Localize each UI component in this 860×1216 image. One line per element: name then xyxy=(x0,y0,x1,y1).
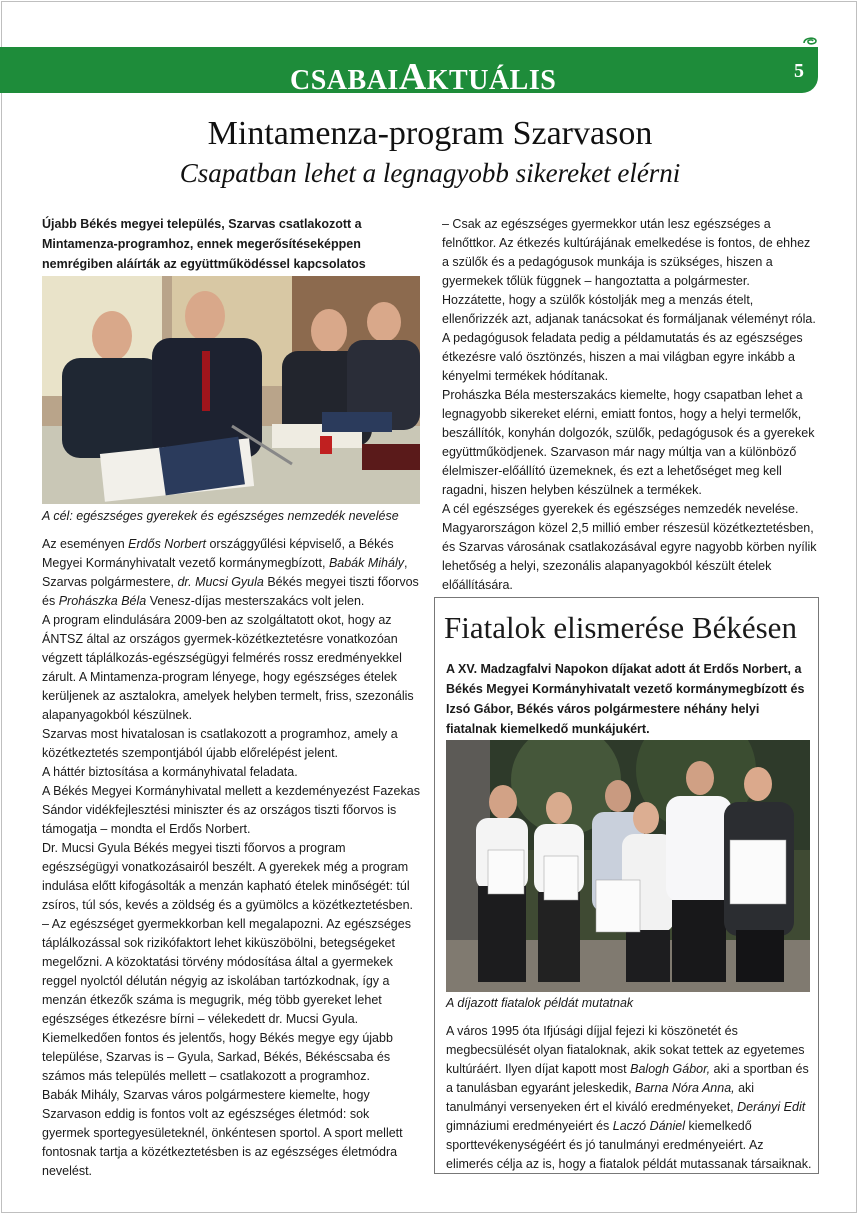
masthead-word2: KTUÁLIS xyxy=(426,65,557,96)
italic-name: Erdős Norbert xyxy=(128,537,206,551)
italic-name: dr. Mucsi Gyula xyxy=(177,575,264,589)
paragraph: – Csak az egészséges gyermekkor után lesz egészséges a felnőttkor. Az étkezés kultúrájának emelkedése is fontos, de ehhez a szülők és a pedagógusok munkája is szükséges, hiszen a gyermekek tőlük függnek – hangoztatta a polgármester. xyxy=(442,217,811,288)
paragraph: Szarvas most hivatalosan is csatlakozott a programhoz, amely a közétkeztetés szempontjából újabb előrelépést jelent. xyxy=(42,727,398,760)
photo-caption: A cél: egészséges gyerekek és egészséges nemzedék nevelése xyxy=(42,509,399,523)
box-title: Fiatalok elismerése Békésen xyxy=(444,610,797,645)
italic-name: Barna Nóra Anna, xyxy=(635,1081,735,1095)
paragraph: A program elindulására 2009-ben az szolgáltatott okot, hogy az ÁNTSZ által az országos gyermek-közétkeztetésre vonatkozóan végzett táplálkozás-egészségügyi felmérés rossz eredményekkel zárult. A Mintamenza-program lényege, hogy egészséges ételek kerüljenek az asztalokra, amelyek helyben termelt, friss, szezonális alapanyagokból készülnek. xyxy=(42,613,414,722)
box-body xyxy=(446,1022,812,1174)
paragraph: Babák Mihály, Szarvas város polgármestere kiemelte, hogy Szarvason eddig is fontos volt az egészséges életmód: sok gyermek sportegyesületeknél, önkéntesen sportol. A sport mellett fontosnak tartja a közétkeztetésben is az egészséges életmódra nevelést. xyxy=(42,1088,403,1178)
masthead-word1: CSABAI xyxy=(290,65,399,96)
paragraph: – Az egészséget gyermekkorban kell megalapozni. Az egészséges táplálkozással sok rizikófaktort lehet kiküszöbölni, betegségeket megelőzni. A közoktatási törvény módosítása által a gyermekek reggel nyolctól délután négyig az iskolában tartózkodnak, így a menzán étkezők száma is megugrik, még több gyereket lehet egészséges étkezésre bírni – vélekedett dr. Mucsi Gyula. xyxy=(42,917,411,1026)
italic-name: Derányi Edit xyxy=(737,1100,806,1114)
paragraph: A cél egészséges gyerekek és egészséges nemzedék nevelése. Magyarországon közel 2,5 millió ember részesül közétkeztetésben, és Szarvas városának csatlakozásával egyre nagyobb körben nyílik lehetőség a helyi, szezonális alapanyagokból készült ételek előállítására. xyxy=(442,502,817,592)
signing-photo xyxy=(42,276,420,504)
paragraph: Az eseményen Erdős Norbert országgyűlési képviselő, a Békés Megyei Kormányhivatalt vezető kormánymegbízott, Babák Mihály, Szarvas polgármestere, dr. Mucsi Gyula Békés megyei tiszti főorvos és Prohászka Béla Venesz-díjas mesterszakács volt jelen. xyxy=(42,537,419,608)
paragraph: Dr. Mucsi Gyula Békés megyei tiszti főorvos a program egészségügyi vonatkozásairól beszélt. A gyerekek még a program indulása előtt kifogásolták a menzán kapható ételek minőségét: túl zsíros, túl sós, kevés a zöldség és a gyümölcs a közétkeztetésben. xyxy=(42,841,414,912)
page-number: 5 xyxy=(794,60,804,82)
swirl-ornament-icon xyxy=(801,34,819,48)
paragraph: A háttér biztosítása a kormányhivatal feladata. xyxy=(42,765,298,779)
box-lead: A XV. Madzagfalvi Napokon díjakat adott át Erdős Norbert, a Békés Megyei Kormányhivatalt vezető kormánymegbízott és Izsó Gábor, Békés város polgármestere néhány helyi fiatalnak kiemelkedő munkájukért. xyxy=(446,662,805,736)
paragraph: Prohászka Béla mesterszakács kiemelte, hogy csapatban lehet a legnagyobb sikereket elérni, emiatt fontos, hogy a helyi termelők, beszállítók, konyhán dolgozók, szülők, pedagógusok és a gyerekek együttműködjenek. Szarvason már nagy múltja van a különböző élelmiszer-előállító üzemeknek, és ezt a lehetőséget meg kell ragadni, hiszen helyben készülnek a termékek. xyxy=(442,388,815,497)
paragraph: Hozzátette, hogy a szülők kóstolják meg a menzás ételt, ellenőrizzék azt, adjanak tanácsokat és formáljanak véleményt róla. A pedagógusok feladata pedig a példamutatás és az egészséges étkezésre való ösztönzés, hiszen a mai világban egyre inkább a kényelmi termékek hódítanak. xyxy=(442,293,816,383)
article-left-column xyxy=(42,535,420,1181)
article-subtitle: Csapatban lehet a legnagyobb sikereket elérni xyxy=(179,158,681,188)
paragraph: Kiemelkedően fontos és jelentős, hogy Békés megye egy újabb települése, Szarvas is – Gyula, Sarkad, Békés, Békéscsaba és számos más település mellett – csatlakozott a programhoz. xyxy=(42,1031,393,1083)
italic-name: Balogh Gábor, xyxy=(630,1062,711,1076)
italic-name: Laczó Dániel xyxy=(612,1119,686,1133)
award-photo xyxy=(446,740,810,992)
article-title: Mintamenza-program Szarvason xyxy=(207,115,653,152)
article-lead: Újabb Békés megyei település, Szarvas csatlakozott a Mintamenza-programhoz, ennek megerősítéseképpen nemrégiben aláírták az együttműködéssel kapcsolatos xyxy=(42,217,366,271)
article-right-column xyxy=(442,215,820,595)
italic-name: Prohászka Béla xyxy=(58,594,147,608)
masthead xyxy=(290,55,556,99)
paragraph: A város 1995 óta Ifjúsági díjjal fejezi ki köszönetét és megbecsülését olyan fiataloknak, akik sokat tettek az egyetemes kultúráért. Ilyen díjat kapott most Balogh Gábor, aki a sportban és a tanulásban egyaránt jeleskedik, Barna Nóra Anna, aki tanulmányi versenyeken ért el kiváló eredményeket, Derányi Edit gimnáziumi eredményeiért és Laczó Dániel kiemelkedő sporttevékenységéért és jó tanulmányi eredményeiért. Az elimerés célja az is, hogy a fiatalok példát mutassanak társaiknak. xyxy=(446,1024,812,1171)
award-photo-caption: A díjazott fiatalok példát mutatnak xyxy=(446,996,634,1010)
italic-name: Babák Mihály xyxy=(328,556,404,570)
paragraph: A Békés Megyei Kormányhivatal mellett a kezdeményezést Fazekas Sándor vidékfejlesztési miniszter és az országos tiszti főorvos is támogatja – mondta el Erdős Norbert. xyxy=(42,784,420,836)
masthead-initial: A xyxy=(398,56,427,98)
